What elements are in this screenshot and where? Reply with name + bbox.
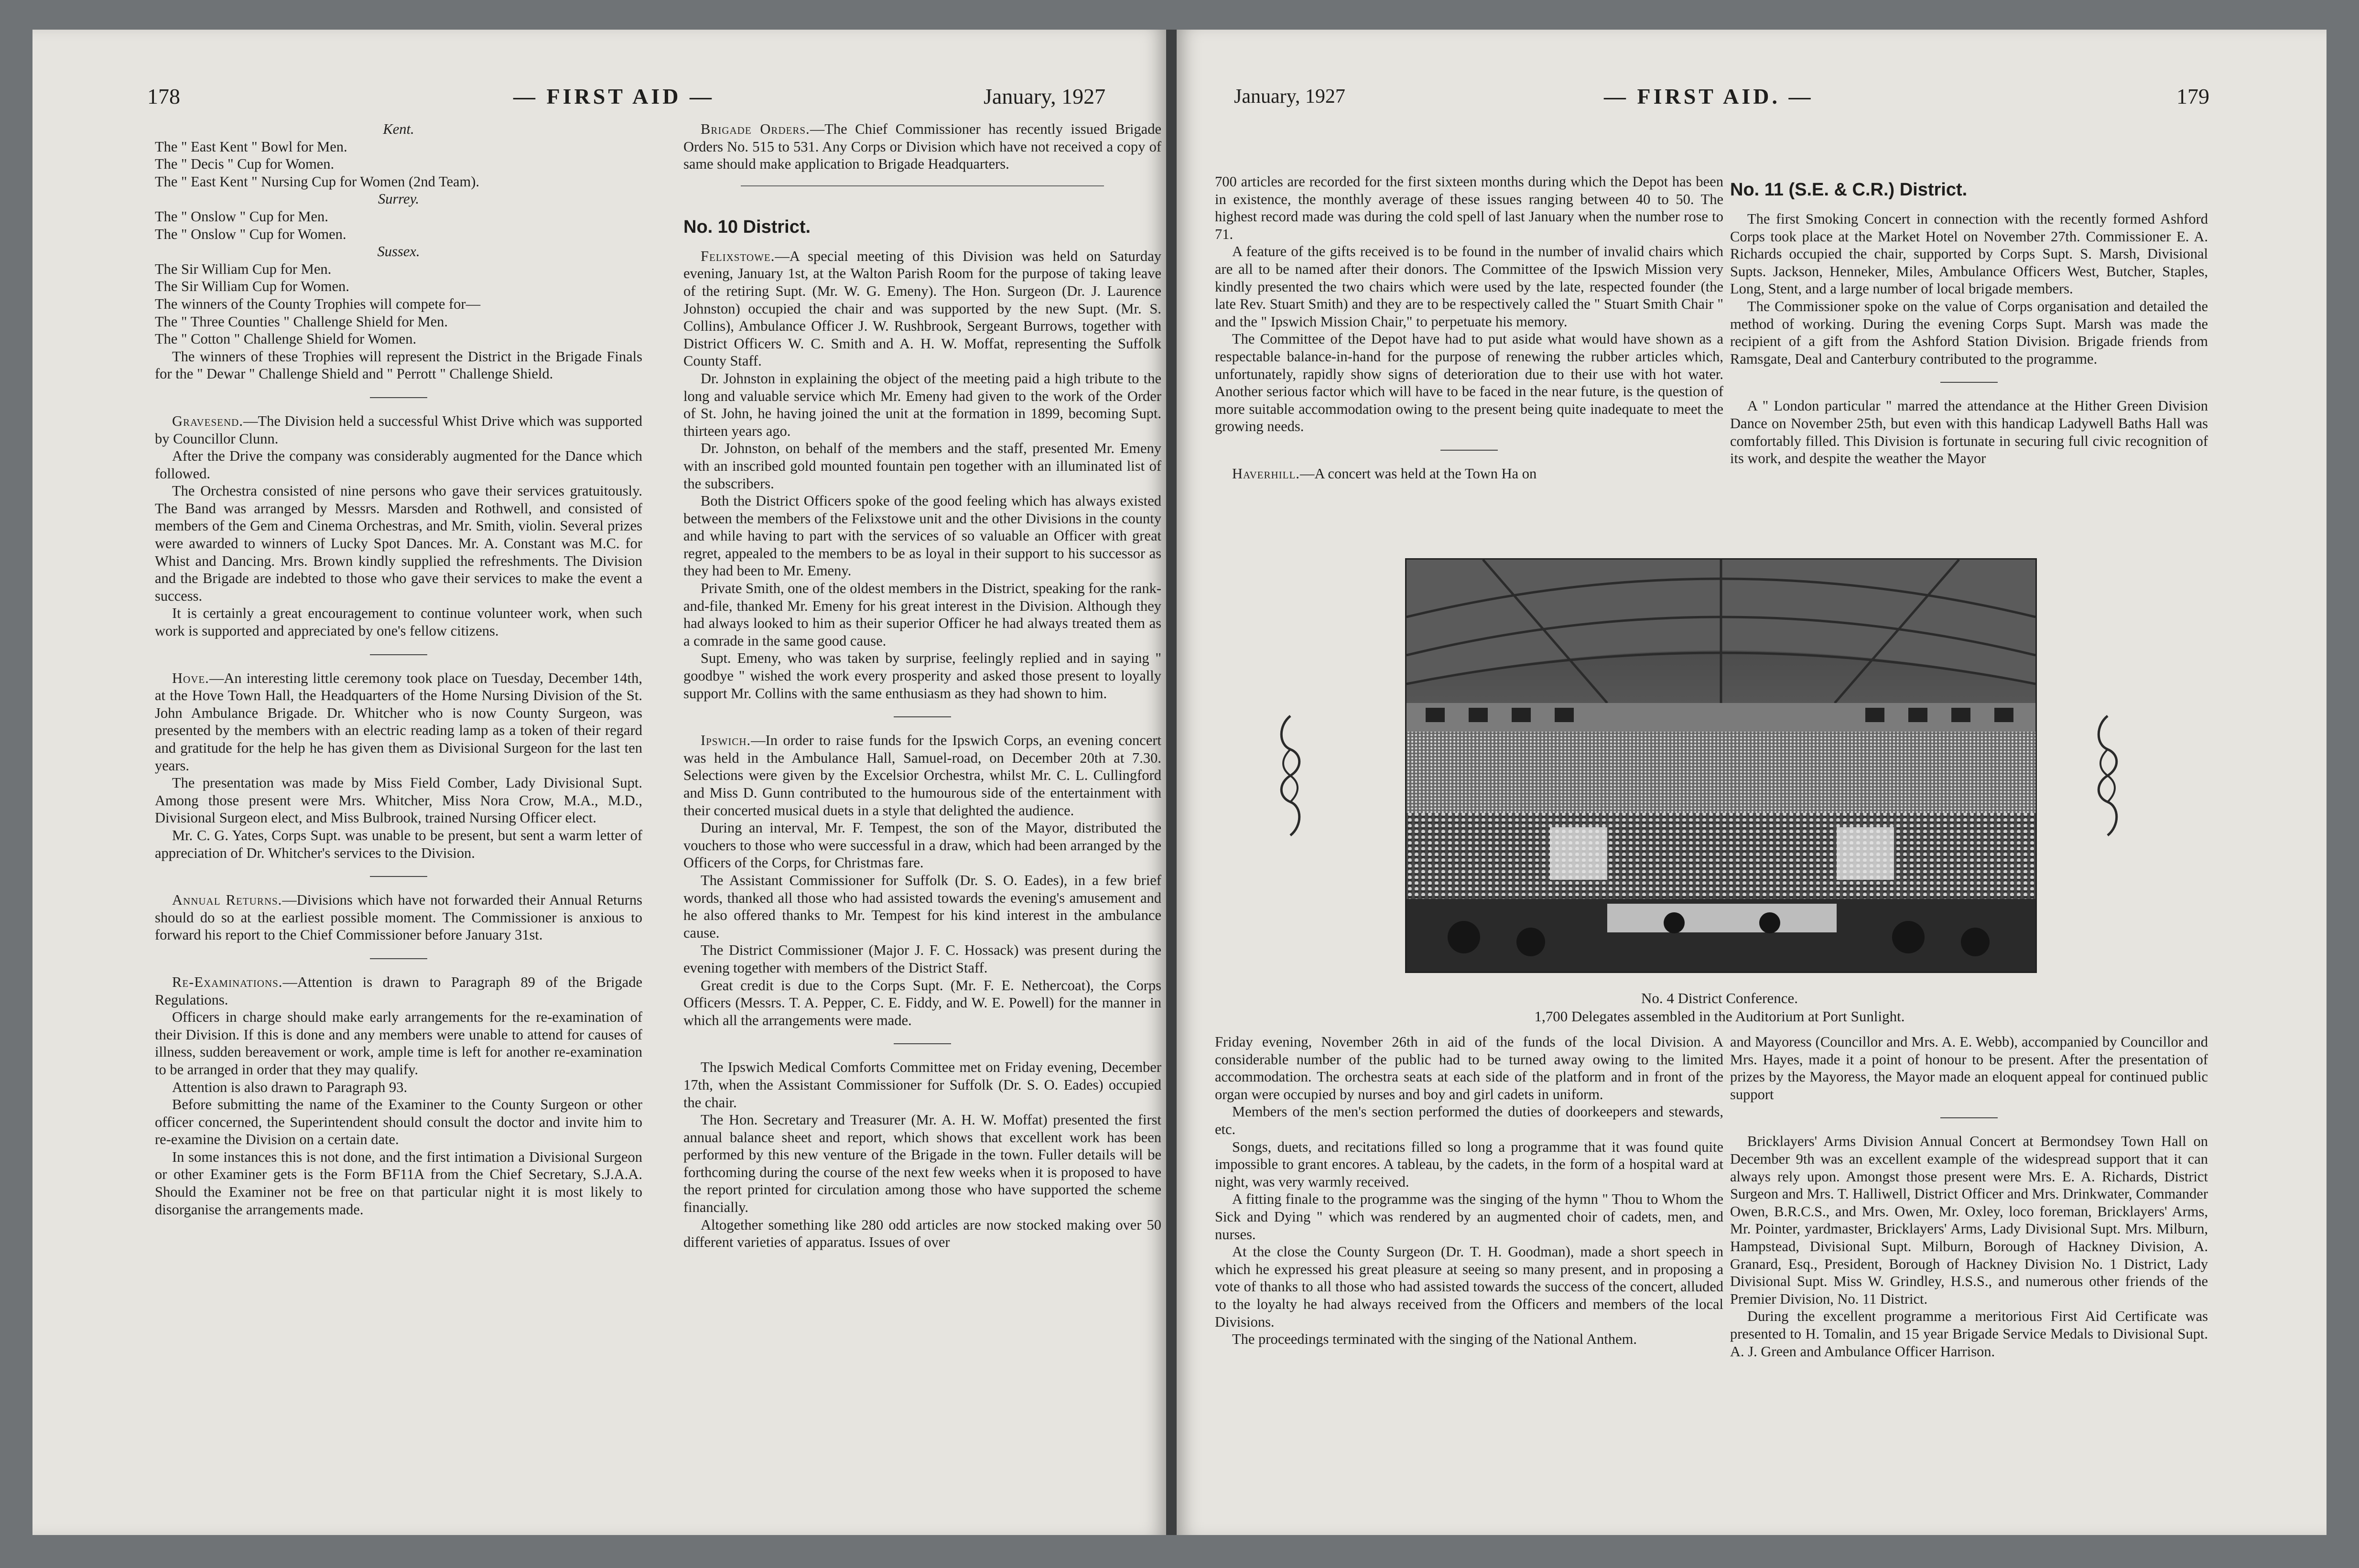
article-paragraph: Private Smith, one of the oldest members in the District, speaking for the rank-and-file, thanked Mr. Emeny for his great interest in the Division. Although they had always looked to him as their superior Officer he had always treated them as a comrade in the same good cause. xyxy=(683,580,1161,649)
list-line: The " East Kent " Bowl for Men. xyxy=(155,138,347,155)
article-paragraph: Before submitting the name of the Examiner to the County Surgeon or other officer concerned, the Superintendent should consult the doctor and invite him to re-examine the Division on a certain date. xyxy=(155,1096,642,1148)
article-paragraph xyxy=(683,732,1161,819)
article-lead: Annual Returns. xyxy=(172,892,282,908)
article-text: —A concert was held at the Town Ha on xyxy=(1299,465,1537,482)
article-paragraph: Supt. Emeny, who was taken by surprise, feelingly replied and in saying " goodbye " wished the work every prosperity and asked those present to loyally support Mr. Collins with the same enthusiasm as they had shown to him. xyxy=(683,650,1161,702)
article-paragraph: The Commissioner spoke on the value of Corps organisation and detailed the method of working. During the evening Corps Supt. Marsh was made the recipient of a gift from the Ashford Station Division. Brigade friends from Ramsgate, Deal and Canterbury contributed to the programme. xyxy=(1730,298,2208,367)
list-line: The winners of the County Trophies will compete for— xyxy=(155,295,481,312)
issue-date: January, 1927 xyxy=(984,84,1106,108)
article-paragraph: The District Commissioner (Major J. F. C. Hossack) was present during the evening together with members of the District Staff. xyxy=(683,942,1161,976)
article-paragraph xyxy=(155,973,642,1008)
list-line: Friday evening, November 26th in aid of the funds of the local Division. A considerable number of the public had to be turned away owing to the limited accommodation. The orchestra seats at each side of the platform and in front of the organ were occupied by nurses and boy and girl cadets in uniform. xyxy=(1215,1034,1723,1103)
article-paragraph: Attention is also drawn to Paragraph 93. xyxy=(172,1079,408,1095)
page-number: 179 xyxy=(2176,84,2209,108)
running-title: — FIRST AID — xyxy=(513,84,714,108)
list-line: 700 articles are recorded for the first sixteen months during which the Depot has been in existence, the monthly average of these issues ranging between 40 to 50. The highest record made was during the cold spell of last January when the number rose to 71. xyxy=(1215,173,1723,242)
section-rule xyxy=(370,958,427,959)
article-text: —Attention is drawn to Paragraph 89 of the Brigade Regulations. xyxy=(155,973,642,1008)
article-paragraph: The Committee of the Depot have had to put aside what would have shown as a respectable balance-in-hand for the purpose of renewing the rubber articles which, unfortunately, rapidly show signs of deterioration due to their use with hot water. Another serious factor which will have to be faced in the near future, is the question of more suitable accommodation owing to the present being quite inadequate to meet the growing needs. xyxy=(1215,331,1723,435)
article-paragraph: The winners of these Trophies will represent the District in the Brigade Finals for the " Dewar " Challenge Shield and " Perrott " Challenge Shield. xyxy=(155,348,642,382)
list-line: The Sir William Cup for Women. xyxy=(155,278,349,295)
right-column-1 xyxy=(1215,173,1723,555)
photo-caption-subtitle: 1,700 Delegates assembled in the Auditorium at Port Sunlight. xyxy=(1534,1008,1905,1025)
article-paragraph xyxy=(155,412,642,447)
decorative-ornament-right xyxy=(2093,711,2122,840)
section-rule xyxy=(370,397,427,398)
article-text: —A special meeting of this Division was held on Saturday evening, January 1st, at the Walton Parish Room for the purpose of taking leave of the retiring Supt. (Mr. W. G. Emeny). The Hon. Surgeon (Dr. J. Laurence Johnston) occupied the chair and was supported by the new Supt. (Mr. S. Collins), Ambulance Officer J. W. Rushbrook, Sergeant Burrows, together with District Officers W. C. Smith and A. H. W. Moffat, representing the Suffolk County Staff. xyxy=(683,248,1161,369)
article-text: —Divisions which have not forwarded their Annual Returns should do so at the earliest possible moment. The Commissioner is anxious to forward his report to the Chief Commissioner before January 31st. xyxy=(155,892,642,943)
list-line: and Mayoress (Councillor and Mrs. A. E. Webb), accompanied by Councillor and Mrs. Hayes, made it a point of honour to be present. After the presentation of prizes by the Mayoress, the Mayor made an eloquent appeal for continued public support xyxy=(1730,1034,2208,1103)
county-subheading: Surrey. xyxy=(378,191,420,207)
article-lead: Hove. xyxy=(172,670,209,686)
article-paragraph: The Ipswich Medical Comforts Committee met on Friday evening, December 17th, when the Assistant Commissioner for Suffolk (Dr. S. O. Eades) occupied the chair. xyxy=(683,1059,1161,1111)
article-text: —The Division held a successful Whist Drive which was supported by Councillor Clunn. xyxy=(155,412,642,447)
article-lead: Felixstowe. xyxy=(701,248,775,264)
article-paragraph: The Hon. Secretary and Treasurer (Mr. A. H. W. Moffat) presented the first annual balance sheet and report, which shows that excellent work has been performed by this new venture of the Brigade in the town. Fuller details will be forthcoming during the course of the next few weeks when it is proposed to have the report printed for circulation among those who have supported the scheme financially. xyxy=(683,1112,1161,1216)
list-line: The " Decis " Cup for Women. xyxy=(155,156,335,173)
article-text: —The Chief Commissioner has recently issued Brigade Orders No. 515 to 531. Any Corps or Division which have not received a copy of same should make application to Brigade Headquarters. xyxy=(683,121,1161,173)
left-column-1 xyxy=(155,120,642,1487)
decorative-ornament-left xyxy=(1276,711,1305,840)
article-paragraph: A " London particular " marred the attendance at the Hither Green Division Dance on November 25th, but even with this handicap Ladywell Baths Hall was comfortably filled. This Division is fortunate in securing full civic recognition of its work, and despite the weather the Mayor xyxy=(1730,398,2208,467)
article-paragraph: The first Smoking Concert in connection with the recently formed Ashford Corps took place at the Market Hotel on November 27th. Commissioner E. A. Richards occupied the chair, supported by Corps Supt. S. Marsh, Divisional Supts. Jackson, Henneker, Miles, Ambulance Officers West, Butcher, Staples, Long, Stent, and a large number of local brigade members. xyxy=(1730,211,2208,297)
article-paragraph: It is certainly a great encouragement to continue volunteer work, when such work is supported and appreciated by one's fellow citizens. xyxy=(155,605,642,639)
section-rule xyxy=(1940,1117,1998,1118)
section-rule xyxy=(894,1043,951,1044)
article-paragraph: The proceedings terminated with the singing of the National Anthem. xyxy=(1232,1331,1637,1348)
list-line: The Sir William Cup for Men. xyxy=(155,260,332,277)
page-number: 178 xyxy=(147,84,180,108)
article-paragraph: In some instances this is not done, and the first intimation a Divisional Surgeon or other Examiner gets is the Form BF11A from the Chief Secretary, S.J.A.A. Should the Examiner not be free on that particular night it is most likely to disorganise the arrangements made. xyxy=(155,1148,642,1218)
article-paragraph: The presentation was made by Miss Field Comber, Lady Divisional Supt. Among those present were Mrs. Whitcher, Miss Nora Crow, M.A., M.D., Divisional Surgeon elect, and Miss Bulbrook, trained Nursing Officer elect. xyxy=(155,775,642,826)
conference-photograph xyxy=(1405,558,2037,973)
issue-date: January, 1927 xyxy=(1234,86,1345,108)
section-rule xyxy=(741,185,1104,186)
left-page xyxy=(32,30,1166,1535)
list-line: The " Three Counties " Challenge Shield for Men. xyxy=(155,313,448,330)
article-paragraph: Dr. Johnston in explaining the object of the meeting paid a high tribute to the long and valuable service which Mr. Emeny had given to the work of the Order of St. John, he having joined the unit at the formation in 1899, becoming Supt. thirteen years ago. xyxy=(683,370,1161,439)
list-line: The " Onslow " Cup for Women. xyxy=(155,226,346,242)
article-text: —In order to raise funds for the Ipswich Corps, an evening concert was held in the Ambulance Hall, Samuel-road, on December 20th at 7.30. Selections were given by the Excelsior Orchestra, whilst Mr. C. L. Cullingford and Miss D. Gunn contributed to the humourous side of the entertainment with their concerted musical duets in a style that delighted the audience. xyxy=(683,732,1161,819)
article-lead: Brigade Orders. xyxy=(701,121,810,137)
article-paragraph: During the excellent programme a meritorious First Aid Certificate was presented to H. Tomalin, and 15 year Brigade Service Medals to Divisional Supt. A. J. Green and Ambulance Officer Harrison. xyxy=(1730,1308,2208,1360)
article-paragraph: Members of the men's section performed the duties of doorkeepers and stewards, etc. xyxy=(1215,1103,1723,1137)
article-text: —An interesting little ceremony took place on Tuesday, December 14th, at the Hove Town Hall, the Headquarters of the Home Nursing Division of the St. John Ambulance Brigade. Dr. Whitcher who is now County Surgeon, was presented by the members with an electric reading lamp as a token of their regard and gratitude for the help he has given them as Divisional Surgeon for the last ten years. xyxy=(155,670,642,774)
article-lead: Re-Examinations. xyxy=(172,973,283,990)
right-page-header xyxy=(1177,82,2327,111)
left-page-header xyxy=(32,82,1166,111)
right-page xyxy=(1177,30,2327,1535)
article-paragraph: Officers in charge should make early arrangements for the re-examination of their Division. If this is done and any members were unable to attend for causes of illness, sudden bereavement or work, ample time is left for another re-examination to be arranged in order that they may qualify. xyxy=(155,1009,642,1078)
county-subheading: Kent. xyxy=(383,121,414,137)
article-paragraph xyxy=(155,891,642,944)
section-rule xyxy=(1440,450,1498,451)
article-paragraph: Altogether something like 280 odd articles are now stocked making over 50 different varieties of apparatus. Issues of over xyxy=(683,1216,1161,1251)
article-paragraph: Both the District Officers spoke of the good feeling which has always existed between the members of the Felixstowe unit and the other Divisions in the county and while having to part with the services of so valuable an Officer with great regret, appealed to the members to be as loyal in their support to his successor as they had been to Mr. Emeny. xyxy=(683,493,1161,579)
district-heading: No. 10 District. xyxy=(683,216,811,237)
article-paragraph xyxy=(1215,465,1723,483)
article-paragraph: The Assistant Commissioner for Suffolk (Dr. S. O. Eades), in a few brief words, thanked all those who had assisted towards the evening's amusement and he also offered thanks to Mr. Tempest for his kind interest in the ambulance cause. xyxy=(683,872,1161,941)
list-line: The " Onslow " Cup for Men. xyxy=(155,208,328,225)
article-paragraph: At the close the County Surgeon (Dr. T. H. Goodman), made a short speech in which he expressed his great pleasure at seeing so many present, and in proposing a vote of thanks to all those who had assisted towards the success of the concert, alluded to the loyalty he had always received from the Officers and members of the local Divisions. xyxy=(1215,1244,1723,1330)
article-paragraph: Bricklayers' Arms Division Annual Concert at Bermondsey Town Hall on December 9th was an excellent example of the widespread support that it can always rely upon. Amongst those present were Mrs. E. A. Richards, District Surgeon and Mrs. T. Halliwell, District Officer and Mrs. Drinkwater, Commander Owen, B.R.C.S., and Mrs. Owen, Mr. Oxley, loco foreman, Bricklayers' Arms, Mr. Pointer, yardmaster, Bricklayers' Arms, Lady Divisional Supt. Mrs. Milburn, Hampstead, Divisional Supt. Milburn, Borough of Hackney Division, A. Granard, Esq., President, Borough of Hackney Division No. 1 District, Lady Divisional Supt. Miss W. Grindley, H.S.S., and numerous other friends of the Premier Division, No. 11 District. xyxy=(1730,1133,2208,1307)
right-column-2 xyxy=(1730,173,2208,555)
article-paragraph xyxy=(683,120,1161,173)
article-paragraph xyxy=(683,248,1161,370)
article-paragraph: Mr. C. G. Yates, Corps Supt. was unable to be present, but sent a warm letter of appreciation of Dr. Whitcher's services to the Division. xyxy=(155,827,642,861)
article-lead: Gravesend. xyxy=(172,412,243,429)
book-gutter xyxy=(1165,30,1178,1535)
list-line: The " East Kent " Nursing Cup for Women (2nd Team). xyxy=(155,173,480,190)
photo-caption-title: No. 4 District Conference. xyxy=(1641,990,1798,1006)
article-paragraph: The Orchestra consisted of nine persons who gave their services gratuitously. The Band was arranged by Messrs. Marsden and Rothwell, and consisted of members of the Gem and Cinema Orchestras, and Mr. Smith, violin. Several prizes were awarded to winners of Lucky Spot Dances. Mr. A. Constant was M.C. for Whist and Dancing. Mrs. Brown kindly supplied the refreshments. The Division and the Brigade are indebted to those who gave their services to make the event a success. xyxy=(155,483,642,604)
article-paragraph: During an interval, Mr. F. Tempest, the son of the Mayor, distributed the vouchers to those who were successful in a draw, which had been arranged by the Officers of the Corps, for Christmas fare. xyxy=(683,820,1161,871)
article-paragraph: After the Drive the company was considerably augmented for the Dance which followed. xyxy=(155,448,642,482)
county-subheading: Sussex. xyxy=(377,243,420,260)
district-heading: No. 11 (S.E. & C.R.) District. xyxy=(1730,180,1968,200)
article-lead: Haverhill. xyxy=(1232,465,1300,482)
article-paragraph: A fitting finale to the programme was the singing of the hymn " Thou to Whom the Sick and Dying " which was rendered by an augmented choir of cadets, men, and nurses. xyxy=(1215,1191,1723,1243)
list-line: The " Cotton " Challenge Shield for Women. xyxy=(155,331,417,347)
article-paragraph: Dr. Johnston, on behalf of the members and the staff, presented Mr. Emeny with an inscribed gold mounted fountain pen together with an illuminated list of the subscribers. xyxy=(683,440,1161,492)
auditorium-image xyxy=(1407,560,2035,972)
article-paragraph xyxy=(155,670,642,775)
running-title: — FIRST AID. — xyxy=(1604,84,1814,108)
article-paragraph: A feature of the gifts received is to be found in the number of invalid chairs which are all to be named after their donors. The Committee of the Ipswich Mission very kindly presented the two chairs which were used by the late, respected founder (the late Rev. Stuart Smith) and they are to be respectively called the " Stuart Smith Chair " and the " Ipswich Mission Chair," to perpetuate his memory. xyxy=(1215,243,1723,330)
section-rule xyxy=(1940,382,1998,383)
article-lead: Ipswich. xyxy=(701,732,751,749)
right-column-4 xyxy=(1730,1033,2208,1530)
article-paragraph: Songs, duets, and recitations filled so long a programme that it was found quite impossible to grant encores. A tableau, by the cadets, in the form of a hospital ward at night, was very warmly received. xyxy=(1215,1138,1723,1190)
right-column-3 xyxy=(1215,1033,1723,1530)
section-rule xyxy=(894,716,951,717)
section-rule xyxy=(370,876,427,877)
section-rule xyxy=(370,654,427,655)
article-paragraph: Great credit is due to the Corps Supt. (Mr. F. E. Nethercoat), the Corps Officers (Messrs. T. A. Pepper, C. E. Fiddy, and W. E. Powell) for the manner in which all the arrangements were made. xyxy=(683,977,1161,1028)
left-column-2 xyxy=(683,120,1161,1487)
